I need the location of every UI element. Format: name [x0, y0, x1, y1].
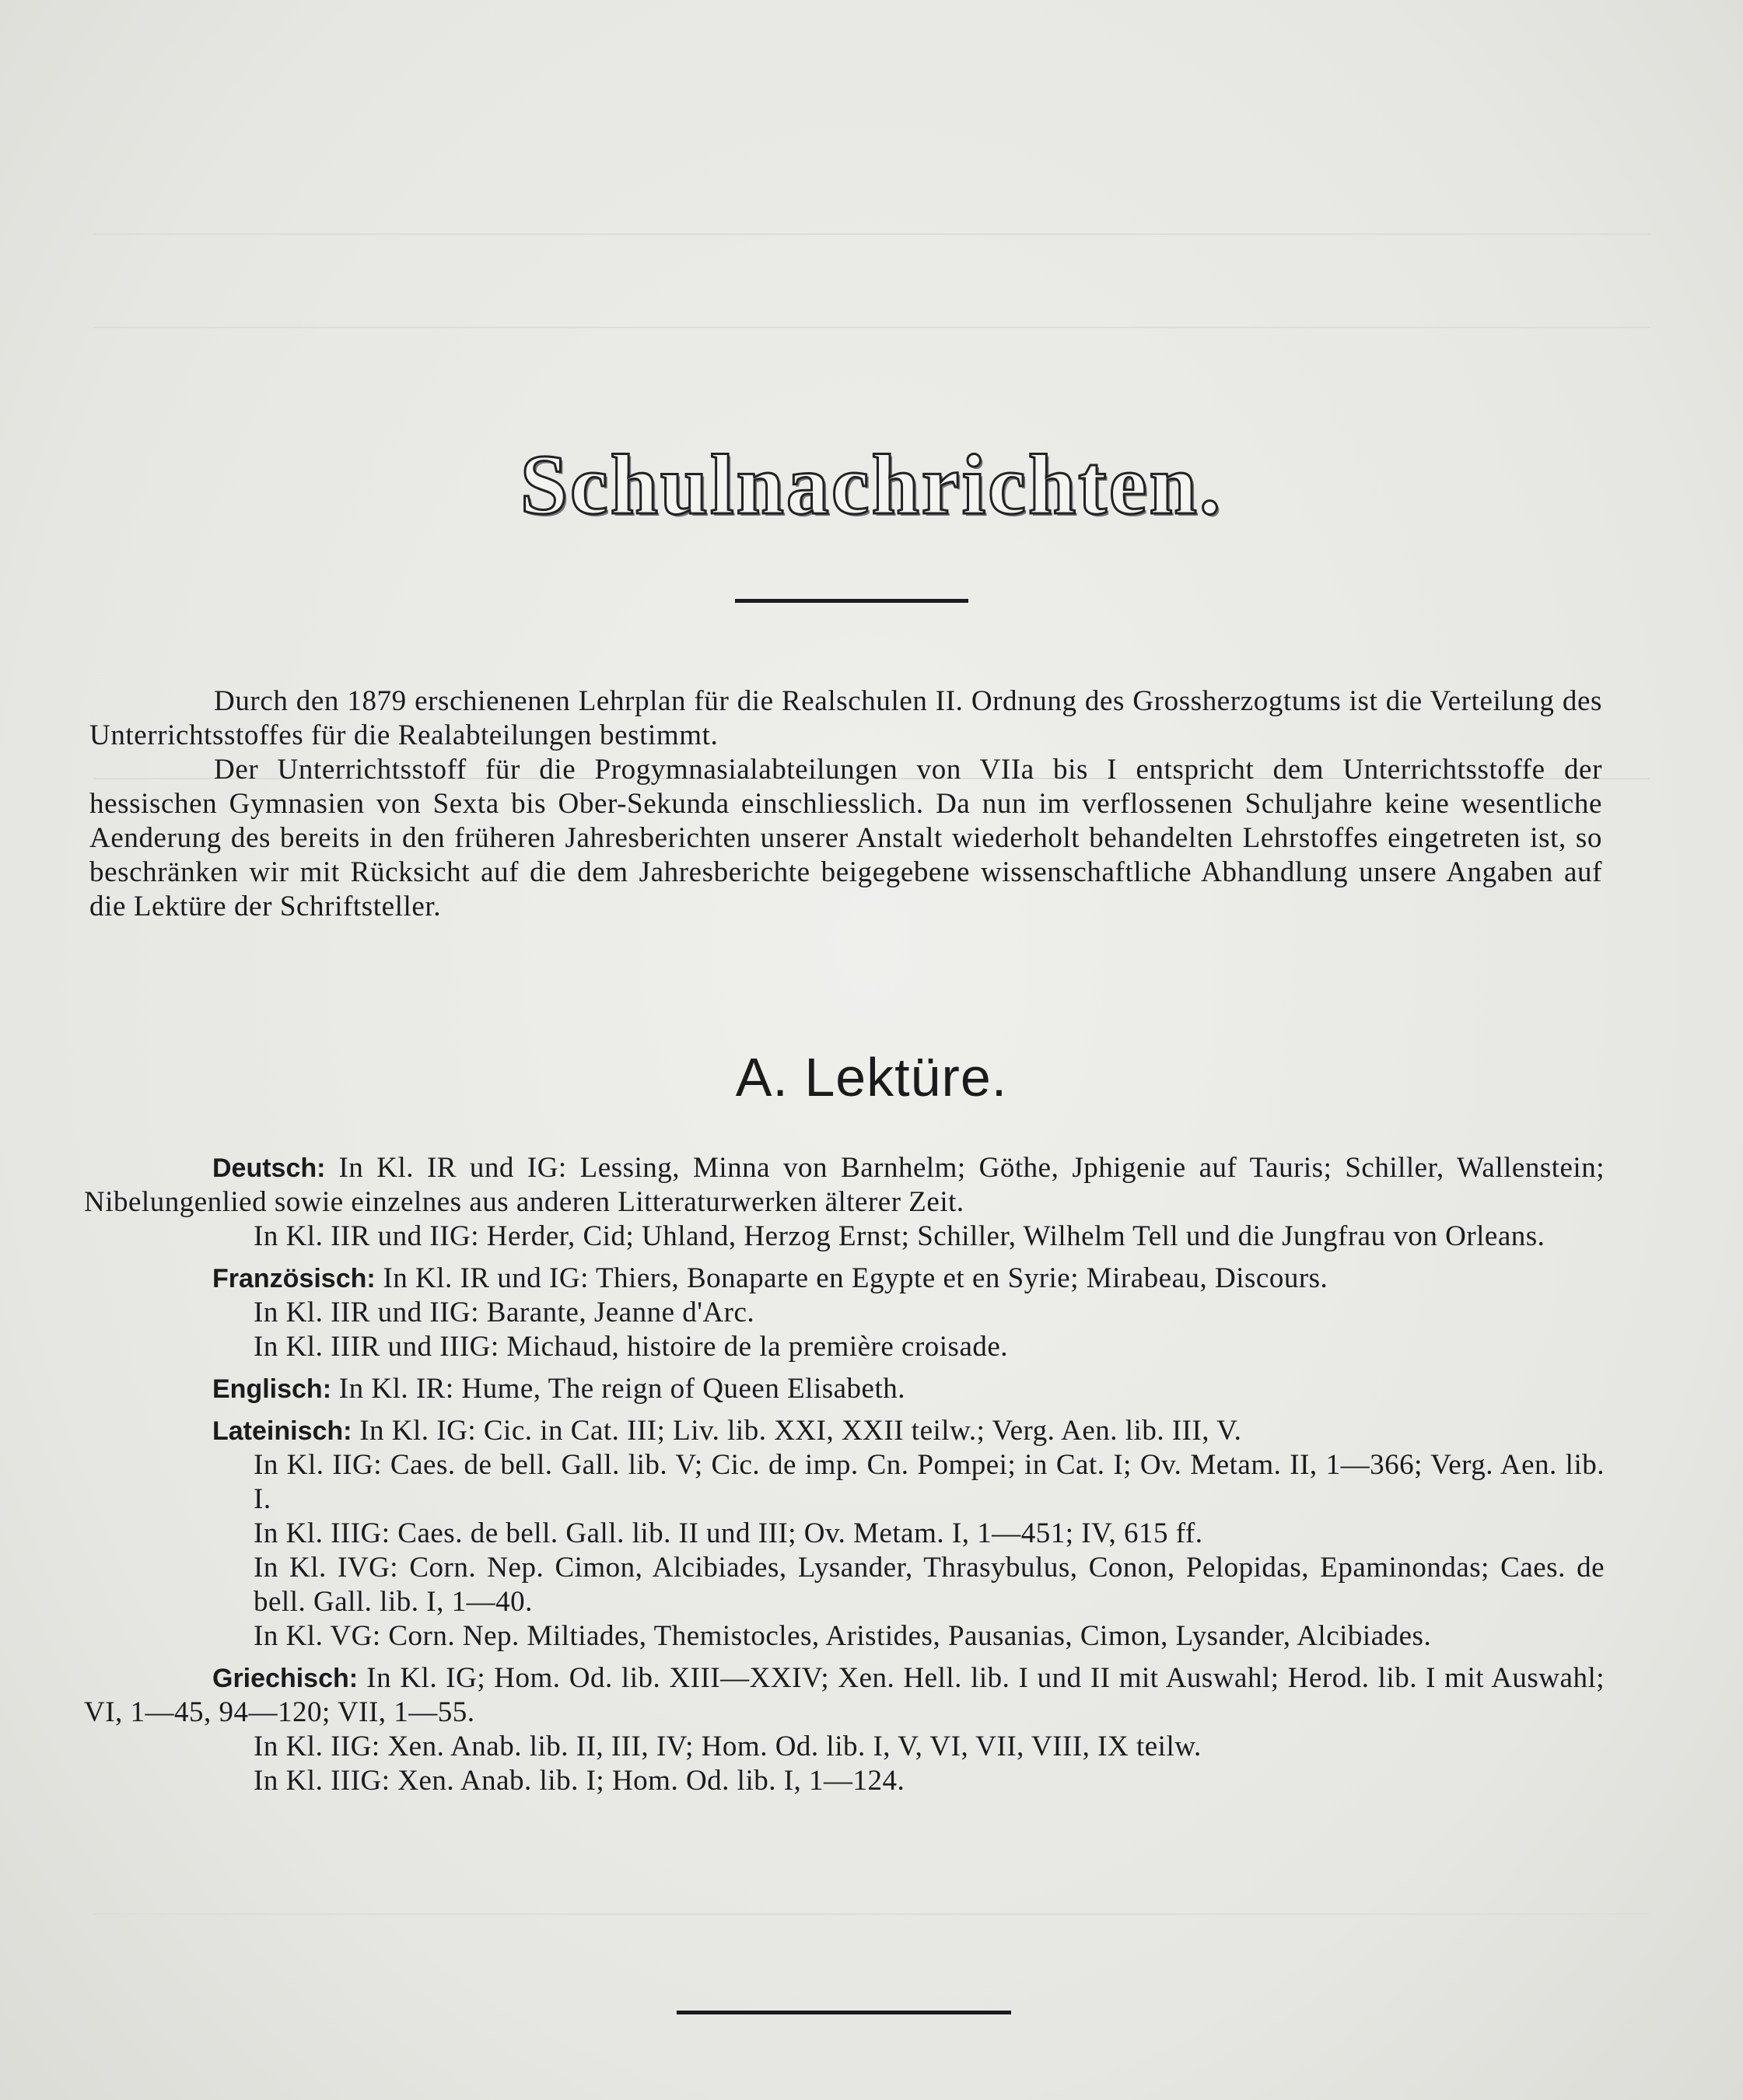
subject-name: Deutsch: [212, 1153, 326, 1183]
subject-name: Französisch: [212, 1264, 376, 1293]
subject-entry-deutsch [84, 1151, 1605, 1254]
subject-line: In Kl. IIIG: Xen. Anab. lib. I; Hom. Od. lib. I, 1—124. [254, 1765, 905, 1797]
subject-name: Griechisch: [212, 1664, 359, 1693]
subject-first-line [84, 1372, 1605, 1406]
subject-entry-franzoesisch [84, 1262, 1605, 1364]
subject-entry-englisch [84, 1372, 1605, 1406]
page-title: Schulnachrichten. [520, 437, 1223, 532]
subject-first-line [84, 1414, 1605, 1448]
intro-paragraph-1: Durch den 1879 erschienenen Lehrplan für die Realschulen II. Ordnung des Grossherzogtums ist die Verteilung des Unterrichtsstoffes für die Realabteilungen bestimmt. [89, 685, 1602, 751]
subject-entry-griechisch [84, 1661, 1605, 1798]
subject-first-line [84, 1262, 1605, 1296]
subject-line: In Kl. IIG: Caes. de bell. Gall. lib. V; Cic. de imp. Cn. Pompei; in Cat. I; Ov. Metam. II, 1—366; Verg. Aen. lib. I. [254, 1449, 1605, 1515]
subject-first-line [84, 1151, 1605, 1220]
subject-name: Lateinisch: [212, 1416, 352, 1446]
intro-paragraph-2: Der Unterrichtsstoff für die Progymnasialabteilungen von VIIa bis I entspricht dem Unterrichtsstoffe der hessischen Gymnasien von Sexta bis Ober-Sekunda einschliesslich. Da nun im verflossenen Schuljahre keine wesentliche Aenderung des bereits in den früheren Jahresberichten unserer Anstalt wiederholt behandelten Lehrstoffes eingetreten ist, so beschränken wir mit Rücksicht auf die dem Jahresberichte beigegebene wissenschaftliche Abhandlung unsere Angaben auf die Lektüre der Schriftsteller. [89, 754, 1602, 922]
title-rule [735, 599, 968, 603]
lekture-list [84, 1151, 1605, 1806]
intro-text [89, 684, 1602, 924]
subject-entry-lateinisch [84, 1414, 1605, 1654]
subject-text: In Kl. IR: Hume, The reign of Queen Elisabeth. [338, 1373, 906, 1405]
subject-name: Englisch: [212, 1374, 332, 1404]
subject-text: In Kl. IG; Hom. Od. lib. XIII—XXIV; Xen. Hell. lib. I und II mit Auswahl; Herod. lib. I mit Auswahl; VI, 1—45, 94—120; VII, 1—55. [84, 1662, 1605, 1728]
subject-line: In Kl. IVG: Corn. Nep. Cimon, Alcibiades, Lysander, Thrasybulus, Conon, Pelopidas, Epaminondas; Caes. de bell. Gall. lib. I, 1—40. [254, 1552, 1605, 1618]
subject-line: In Kl. IIIR und IIIG: Michaud, histoire de la première croisade. [254, 1331, 1009, 1363]
subject-line: In Kl. IIG: Xen. Anab. lib. II, III, IV; Hom. Od. lib. I, V, VI, VII, VIII, IX teilw. [254, 1731, 1202, 1762]
subject-line: In Kl. IIIG: Caes. de bell. Gall. lib. II und III; Ov. Metam. I, 1—451; IV, 615 ff. [254, 1517, 1203, 1549]
bleed-through-line [93, 233, 1650, 235]
subject-line: In Kl. VG: Corn. Nep. Miltiades, Themistocles, Aristides, Pausanias, Cimon, Lysander, Alcibiades. [254, 1620, 1432, 1652]
subject-text: In Kl. IR und IG: Lessing, Minna von Barnhelm; Göthe, Jphigenie auf Tauris; Schiller, Wallenstein; Nibelungenlied sowie einzelnes aus anderen Litteraturwerken älterer Zeit. [84, 1152, 1605, 1218]
subject-text: In Kl. IR und IG: Thiers, Bonaparte en Egypte et en Syrie; Mirabeau, Discours. [383, 1262, 1328, 1294]
bleed-through-line [93, 1913, 1650, 1915]
subject-text: In Kl. IG: Cic. in Cat. III; Liv. lib. XXI, XXII teilw.; Verg. Aen. lib. III, V. [359, 1415, 1242, 1447]
bleed-through-line [93, 327, 1650, 328]
subject-line: In Kl. IIR und IIG: Herder, Cid; Uhland, Herzog Ernst; Schiller, Wilhelm Tell und die Jungfrau von Orleans. [254, 1220, 1545, 1252]
subject-line: In Kl. IIR und IIG: Barante, Jeanne d'Arc. [254, 1297, 755, 1328]
closing-rule [677, 2011, 1011, 2014]
section-heading: A. Lektüre. [735, 1047, 1008, 1108]
subject-first-line [84, 1661, 1605, 1730]
